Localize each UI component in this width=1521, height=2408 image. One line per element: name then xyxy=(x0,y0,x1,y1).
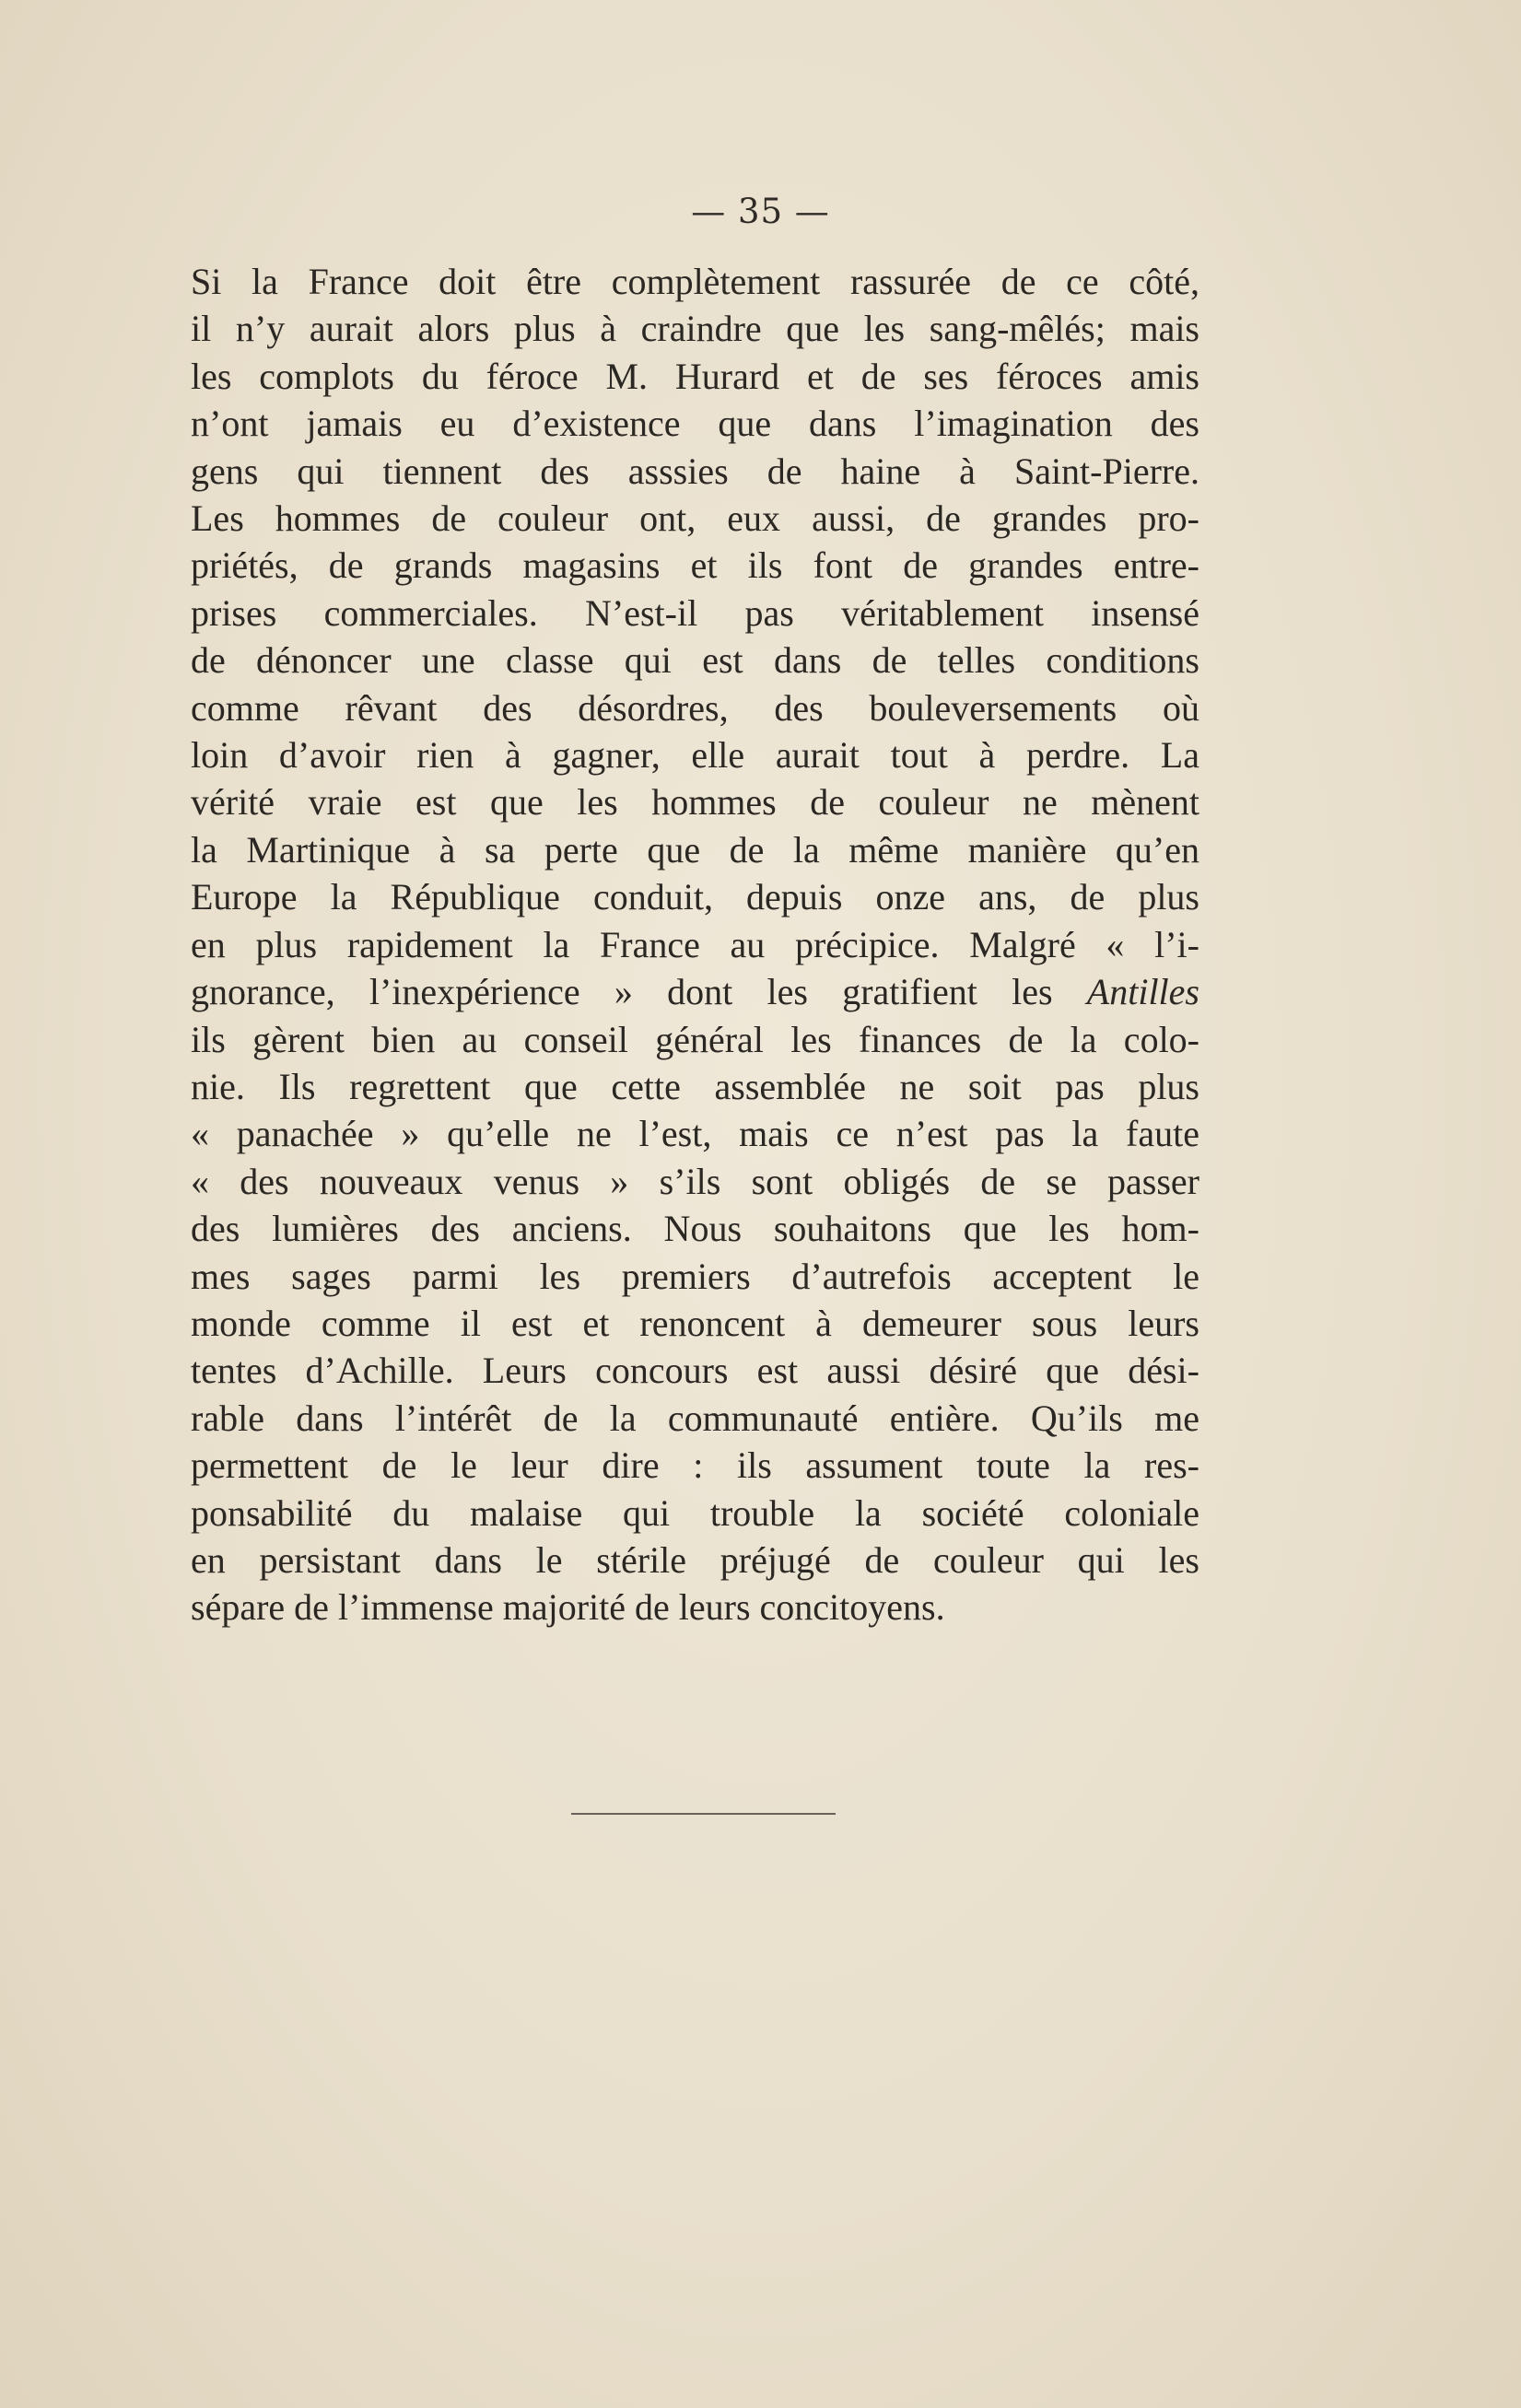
body-paragraph xyxy=(191,258,1199,1631)
text-line: Si la France doit être complètement rassurée de ce côté, xyxy=(191,261,1199,302)
text-line: « des nouveaux venus » s’ils sont obligés de se passer xyxy=(191,1160,1199,1202)
text-line: « panachée » qu’elle ne l’est, mais ce n’est pas la faute xyxy=(191,1113,1199,1155)
text-line-start: gnorance, l’inexpérience » dont les gratifient les xyxy=(191,971,1087,1013)
text-line: comme rêvant des désordres, des bouleversements où xyxy=(191,686,1199,729)
text-line: Les hommes de couleur ont, eux aussi, de grandes pro- xyxy=(191,497,1199,540)
text-line: en plus rapidement la France au précipice. Malgré « l’i- xyxy=(191,923,1199,965)
end-rule xyxy=(571,1813,836,1815)
text-line: de dénoncer une classe qui est dans de telles conditions xyxy=(191,639,1199,682)
journal-title: Antilles xyxy=(1086,971,1199,1013)
text-line: la Martinique à sa perte que de la même manière qu’en xyxy=(191,828,1199,871)
text-line: les complots du féroce M. Hurard et de ses féroces amis xyxy=(191,355,1199,397)
text-line: ponsabilité du malaise qui trouble la société coloniale xyxy=(191,1491,1199,1534)
text-line: loin d’avoir rien à gagner, elle aurait tout à perdre. La xyxy=(191,734,1199,777)
text-line xyxy=(191,968,1199,1015)
text-line: nie. Ils regrettent que cette assemblée ne soit pas plus xyxy=(191,1065,1199,1107)
text-line: gens qui tiennent des asssies de haine à Saint-Pierre. xyxy=(191,450,1199,492)
text-line: des lumières des anciens. Nous souhaitons que les hom- xyxy=(191,1208,1199,1250)
text-line: priétés, de grands magasins et ils font de grandes entre- xyxy=(191,544,1199,587)
text-line: Europe la République conduit, depuis onze ans, de plus xyxy=(191,876,1199,918)
text-line: il n’y aurait alors plus à craindre que les sang-mêlés; mais xyxy=(191,308,1199,350)
text-line: vérité vraie est que les hommes de couleur ne mènent xyxy=(191,781,1199,824)
text-line: prises commerciales. N’est-il pas véritablement insensé xyxy=(191,591,1199,634)
text-line: permettent de le leur dire : ils assument toute la res- xyxy=(191,1444,1199,1487)
text-line: ils gèrent bien au conseil général les finances de la colo- xyxy=(191,1018,1199,1060)
text-line: mes sages parmi les premiers d’autrefois acceptent le xyxy=(191,1255,1199,1297)
text-line: en persistant dans le stérile préjugé de couleur qui les xyxy=(191,1538,1199,1581)
text-line: rable dans l’intérêt de la communauté entière. Qu’ils me xyxy=(191,1397,1199,1439)
text-line: tentes d’Achille. Leurs concours est aussi désiré que dési- xyxy=(191,1350,1199,1392)
text-line: n’ont jamais eu d’existence que dans l’imagination des xyxy=(191,403,1199,445)
text-line: sépare de l’immense majorité de leurs concitoyens. xyxy=(191,1586,945,1629)
text-line: monde comme il est et renoncent à demeurer sous leurs xyxy=(191,1302,1199,1344)
page-number: — 35 — xyxy=(691,192,830,231)
